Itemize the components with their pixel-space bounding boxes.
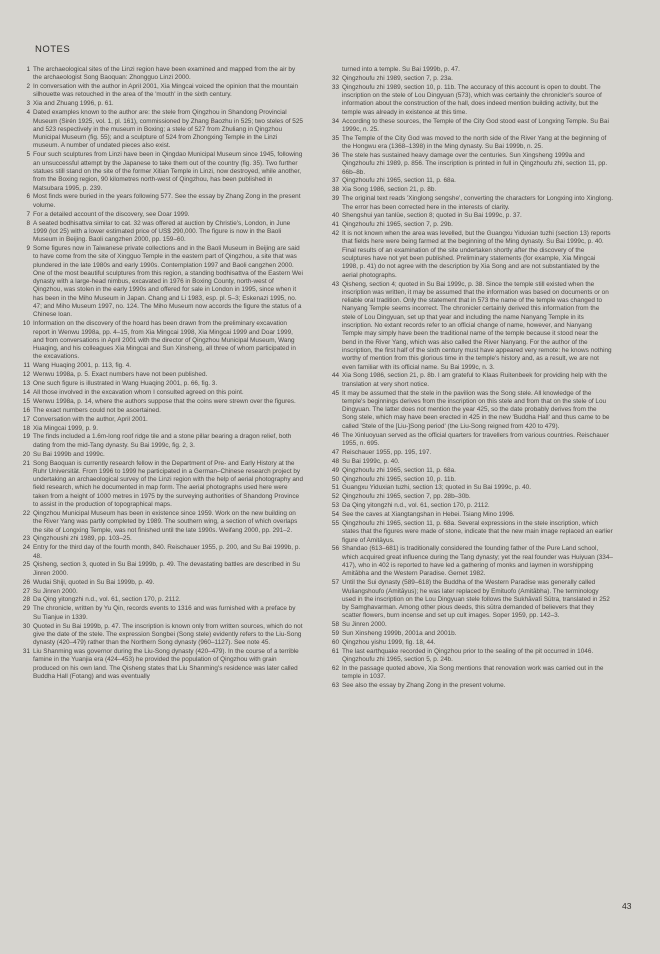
footnote [323, 152, 613, 177]
footnote [323, 484, 613, 492]
footnote-text: Su Bai 1999c, p. 40. [342, 457, 400, 465]
footnote-text: One such figure is illustrated in Wang Huaqing 2001, p. 66, fig. 3. [33, 380, 218, 388]
footnote-number: 28 [22, 596, 30, 604]
footnote-number: 17 [22, 415, 30, 423]
footnote-text: Wenwu 1998a, p. 14, where the authors suppose that the coins were strewn over the figures. [33, 397, 296, 405]
footnote-number: 37 [331, 177, 339, 185]
footnote-text: Qingzhoufu zhi 1965, section 7, p. 29b. [342, 221, 453, 229]
footnote-number: 44 [331, 372, 339, 380]
footnote-text: See also the essay by Zhang Zong in the present volume. [342, 682, 506, 690]
footnote-number: 9 [26, 244, 30, 252]
footnote-text: The original text reads 'Xinglong sengshe', converting the characters for Longxing into Xinglong. The error has been corrected here in the interests of clarity. [342, 195, 614, 211]
footnote-number: 53 [331, 502, 339, 510]
footnote-number: 3 [26, 100, 30, 108]
footnote [14, 83, 304, 100]
footnote [323, 458, 613, 466]
notes-column-left [14, 66, 304, 682]
footnote-number: 1 [26, 66, 30, 73]
footnote [323, 648, 613, 665]
footnote-text: Guangxu Yiduxian tuzhi, section 13; quoted in Su Bai 1999c, p. 40. [342, 484, 532, 492]
footnote-text: Song Baoquan is currently research fellow in the Department of Pre- and Early History at the Ruhr Universität. From 1996 to 1999 he participated in a German–Chinese research project by undertaking an archaeological survey of the Linzi region with the help of aerial photography and field research, which he documented in map form. The aerial photographs used here were taken from a height of 1000 metres in 1975 by the surveying authorities of Shandong Province to assist in the production of topographical maps. [33, 459, 304, 509]
footnote-text: Reischauer 1955, pp. 195, 197. [342, 448, 432, 456]
footnote-number: 18 [22, 424, 30, 432]
footnote-number: 10 [22, 320, 30, 328]
footnote [323, 621, 613, 629]
footnote-text: Entry for the third day of the fourth month, 840. Reischauer 1955, p. 200, and Su Bai 1999b, p. 48. [33, 544, 301, 560]
footnote [14, 648, 304, 681]
footnote [323, 545, 613, 578]
footnote-text: Qingzhoufu zhi 1965, section 11, p. 68a. [342, 177, 456, 185]
footnote-number: 46 [331, 431, 339, 439]
footnote-text: The archaeological sites of the Linzi region have been examined and mapped from the air by the archaeologist Song Baoquan: Zhongguo Linzi 2000. [33, 66, 296, 82]
footnote [14, 588, 304, 596]
footnote-text: The Xinluoyuan served as the official quarters for travellers from various countries. Reischauer 1955, n. 695. [342, 431, 609, 447]
footnote-number: 14 [22, 389, 30, 396]
footnote [14, 579, 304, 587]
footnote-number: 7 [26, 210, 30, 218]
footnote-number: 27 [22, 587, 30, 595]
footnote [14, 535, 304, 543]
notes-column-right [323, 66, 613, 691]
footnote-number: 51 [331, 484, 339, 492]
footnote [14, 389, 304, 397]
footnote-number: 13 [22, 380, 30, 388]
footnote-number: 57 [331, 579, 339, 587]
footnote [323, 281, 613, 372]
footnote [323, 118, 613, 135]
footnote [323, 432, 613, 449]
footnote [323, 630, 613, 638]
footnote [323, 493, 613, 501]
footnote-number: 24 [22, 544, 30, 552]
footnote-text: Qingzhoufu zhi 1965, section 11, p. 68a. Several expressions in the stele inscription, which states that the figures were made of stone, indicate that the new main image replaced an earlier figure of Amitāyus. [342, 519, 613, 544]
footnote-number: 26 [22, 578, 30, 586]
footnote-text: Qisheng, section 4; quoted in Su Bai 1999c, p. 38. Since the temple still existed when the inscription was written, it may be assumed that the information was based on documents or on reliable oral tradition. Only the statement that in 573 the name of the temple was changed to Nanyang Temple seems incorrect. The chronicler certainly derived this information from the stele of Lou Dingyuan, set up that year and including the name Nanyang Temple in its inscription. No extant records refer to an official change of name, however, and Nanyang Temple may simply have been the traditional name of the temple because it stood near the bend in the River Yang, which was also called the River Nanyang. For the author of the inscription, the first half of the sixth century must have appeared very remote: he knows nothing worthy of mention from this glorious time in the temple's history and, as a result, we are not even familiar with its official name. Su Bai 1999c, n. 3. [342, 280, 612, 371]
footnote-text: The last earthquake recorded in Qingzhou prior to the sealing of the pit occurred in 1046. Qingzhoufu zhi 1965, section 5, p. 24b. [342, 648, 594, 664]
footnote [14, 398, 304, 406]
page-heading: NOTES [35, 44, 71, 55]
footnote-text: Shandao (613–681) is traditionally considered the founding father of the Pure Land school, which acquired great influence during the Tang dynasty; yet the real founder was Huiyuan (334–417), who in 402 is reported to have led a gathering of monks and laymen in worshipping Amitābha and the Western Paradise. Gernet 1982. [342, 545, 613, 578]
footnote [14, 425, 304, 433]
footnote-text: The Temple of the City God was moved to the north side of the River Yang at the beginning of the Hongwu era (1368–1398) in the Ming dynasty. Su Bai 1999b, n. 25. [342, 134, 607, 151]
footnote-number: 39 [331, 195, 339, 203]
footnote-text: Most finds were buried in the years following 577. See the essay by Zhang Zong in the present volume. [33, 193, 301, 209]
footnote [323, 682, 613, 690]
footnote [14, 544, 304, 561]
footnote-number: 45 [331, 389, 339, 397]
footnote [14, 380, 304, 388]
footnote-number: 50 [331, 475, 339, 483]
footnote-text: Da Qing yitongzhi n.d., vol. 61, section 170, p. 2112. [342, 502, 490, 510]
footnote [323, 221, 613, 229]
footnote-number: 52 [331, 493, 339, 501]
footnote-text: Qingzhoushi zhi 1989, pp. 103–25. [33, 535, 132, 543]
footnote [14, 433, 304, 450]
footnote-number: 42 [331, 230, 339, 238]
footnote-text: Qingzhoufu zhi 1965, section 11, p. 68a. [342, 466, 456, 474]
footnote-number: 49 [331, 466, 339, 474]
footnote-text: Liu Shanming was governor during the Liu-Song dynasty (420–479). In the course of a terrible famine in the Yuanjia era (424–453) he provided the population of Qingzhou with grain produced on his own land. The Qisheng states that Liu Shanming's residence was later called Buddha Hall (Fotang) and was eventually [33, 648, 299, 680]
footnote [323, 520, 613, 545]
footnote [14, 407, 304, 415]
footnote-number: 6 [26, 193, 30, 201]
footnote-text: Wenwu 1998a, p. 5. Exact numbers have not been published. [33, 371, 208, 379]
footnote-number: 8 [26, 219, 30, 227]
footnote-text: Qingzhoufu zhi 1965, section 7, pp. 28b–30b. [342, 493, 471, 501]
footnote-number: 16 [22, 406, 30, 414]
footnote [14, 362, 304, 370]
footnote-text: Qingzhou Municipal Museum has been in existence since 1959. Work on the new building on the River Yang was partly completed by 1989. The southern wing, a section of which overlaps the site of Longxing Temple, was not finished until the late 1990s. Weifang 2000, pp. 291–2. [33, 509, 298, 534]
footnote-number: 33 [331, 83, 339, 91]
footnote [14, 220, 304, 245]
footnote [14, 451, 304, 459]
footnote-number: 19 [22, 433, 30, 441]
footnote [323, 579, 613, 620]
footnote-number: 54 [331, 511, 339, 519]
footnote [323, 511, 613, 519]
footnote-text: Wang Huaqing 2001, p. 113, fig. 4. [33, 362, 132, 370]
footnote [323, 502, 613, 510]
footnote [323, 135, 613, 152]
footnote-text: Dated examples known to the author are: the stele from Qingzhou in Shandong Provincial Museum (Sirén 1925, vol. 1, pl. 161), commissioned by Zhang Baozhu in 525; two steles of 525 and 523 respectively in the museum in Boxing; a stele of 527 from Zhuliang in Qingzhou Municipal Museum (fig. 55); and a sculpture of 524 from Zhongxing Temple in the Linzi museum. A number of undated pieces also exist. [33, 109, 303, 150]
footnote-text: Xia and Zhuang 1996, p. 61. [33, 100, 114, 108]
footnote [14, 371, 304, 379]
footnote [14, 66, 304, 83]
footnote [14, 100, 304, 108]
footnote [323, 665, 613, 682]
footnote-text: All those involved in the excavation whom I consulted agreed on this point. [33, 389, 244, 396]
footnote [14, 245, 304, 320]
footnote-number: 41 [331, 221, 339, 229]
footnote [323, 449, 613, 457]
footnote [323, 212, 613, 220]
footnote-text: Quoted in Su Bai 1999b, p. 47. The inscription is known only from written sources, which do not give the date of the stele. The expression Songbei (Song stele) evidently refers to the Liu-Song dynasty (420–479) rather than the Northern Song dynasty (960–1127). See note 45. [33, 622, 303, 647]
footnote-number: 48 [331, 457, 339, 465]
footnote [14, 320, 304, 361]
footnote-number: 20 [22, 450, 30, 458]
footnote-number: 43 [331, 280, 339, 288]
footnote-text: Until the Sui dynasty (589–618) the Buddha of the Western Paradise was generally called Wuliangshoufo (Amitāyus); he was later replaced by Emituofo (Amitābha). The terminology used in the inscription on the Lou Dingyuan stele follows the Sukhāvatī Sūtra, translated in 252 by Samghavarman. Among other pious deeds, this sūtra demanded of believers that they scatter flowers, burn incense and set up cult images. Soper 1959, pp. 142–3. [342, 579, 610, 620]
footnote-number: 35 [331, 134, 339, 142]
footnote-text: Xia Mingcai 1999, p. 9. [33, 424, 99, 432]
footnote-number: 30 [22, 622, 30, 630]
footnote [14, 596, 304, 604]
footnote-text: The finds included a 1.6m-long roof ridge tile and a stone pillar bearing a dragon relief, both dating from the mid-Tang dynasty. Su Bai 1999c, fig. 2, 3. [33, 433, 292, 449]
footnote [14, 510, 304, 535]
footnote-number: 5 [26, 151, 30, 159]
footnote [14, 561, 304, 578]
footnote-number: 61 [331, 648, 339, 655]
footnote-number: 56 [331, 545, 339, 553]
footnote-number: 25 [22, 561, 30, 569]
footnote-number: 40 [331, 212, 339, 220]
footnote [323, 390, 613, 431]
footnote-text: It is not known when the area was levelled, but the Guangxu Yiduxian tuzhi (section 13) reports that fields here were being farmed at the beginning of the Ming dynasty. Su Bai 1999c, p. 40. Final results of an examination of the site undertaken shortly after the discovery of the sculptures have not yet been published. Preliminary statements (for example, Xia Mingcai 1998, p. 41) do not agree with the description by Xia Song and are not substantiated by the aerial photographs. [342, 230, 611, 279]
footnote-text: Qisheng, section 3, quoted in Su Bai 1999b, p. 49. The devastating battles are described in Su Jinren 2000. [33, 561, 301, 577]
footnote [323, 186, 613, 194]
footnote-number: 55 [331, 519, 339, 527]
footnote [14, 605, 304, 622]
footnote-text: Qingzhoufu zhi 1965, section 10, p. 11b. [342, 475, 456, 483]
footnote-text: Su Bai 1999b and 1999c. [33, 450, 105, 458]
footnote-text: Da Qing yitongzhi n.d., vol. 61, section 170, p. 2112. [33, 596, 181, 604]
footnote-number: 63 [331, 682, 339, 690]
footnote-number: 11 [23, 362, 30, 370]
footnote-text: Qingzhoufu zhi 1989, section 10, p. 11b. The accuracy of this account is open to doubt. The inscription on the stele of Lou Dingyuan (573), which was certainly the chronicler's source of information about the construction of the hall, does indeed mention building activity, but the temple was already in existence at this time. [342, 83, 602, 116]
footnote-number: 60 [331, 639, 339, 647]
footnote [14, 109, 304, 150]
footnote-number: 62 [331, 665, 339, 673]
footnote [323, 372, 613, 389]
footnote-text: Wudai Shiji, quoted in Su Bai 1999b, p. 49. [33, 578, 155, 586]
footnote [323, 177, 613, 185]
footnote-number: 58 [331, 621, 339, 629]
footnote-number: 12 [22, 371, 30, 379]
footnote-text: In the passage quoted above, Xia Song mentions that renovation work was carried out in the temple in 1037. [342, 665, 604, 681]
footnote-text: Shengshui yan tanlüe, section 8; quoted in Su Bai 1999c, p. 37. [342, 212, 522, 220]
footnote [323, 195, 613, 212]
footnote-number: 47 [331, 448, 339, 456]
footnote-text: Some figures now in Taiwanese private collections and in the Baoli Museum in Beijing are said to have come from the site of Xingguo Temple in the eastern part of Qingzhou, a site that was plundered in the late 1980s and early 1990s. Contemplation 1997 and Baoli cangzhen 2000. One of the most beautiful sculptures from this region, a standing bodhisattva of the Eastern Wei dynasty with a large-head nimbus, excavated in 1976 in Boxing County, north-west of Qingzhou, was stolen in the early 1990s and offered for sale in London in 1995, since when it has been in the Miho Museum in Japan. Chang and Li 1983, esp. pl. 5–3; Eskenazi 1995, no. 47; and Miho Museum 1997, no. 124. The Miho Museum now accords the figure the status of a Chinese loan. [33, 244, 303, 319]
footnote-number: 38 [331, 186, 339, 194]
footnote-text: The exact numbers could not be ascertained. [33, 406, 161, 414]
footnote-number: 21 [22, 459, 30, 467]
page-number: 43 [622, 901, 632, 911]
footnote [323, 476, 613, 484]
footnote-number: 29 [22, 605, 30, 613]
footnote-number: 36 [331, 151, 339, 159]
footnote-number: 2 [26, 83, 30, 91]
footnote [323, 467, 613, 475]
footnote [323, 66, 613, 74]
footnote [14, 211, 304, 219]
footnote [323, 230, 613, 280]
footnote-text: It may be assumed that the stele in the pavilion was the Song stele. All knowledge of the temple's beginnings derives from the inscription on this stele and from that on the stele of Lou Dingyuan. The latter does not mention the year 425, so the date probably derives from the Song stele, which may have been erected in 425 in the new 'Buddha Hall' and thus came to be called 'Stele of the [Liu-]Song period' (the Liu-Song reigned from 420 to 479). [342, 389, 610, 430]
footnote-number: 59 [331, 630, 339, 638]
footnote-text: According to these sources, the Temple of the City God stood east of Longxing Temple. Su Bai 1999c, n. 25. [342, 117, 609, 133]
footnote-text: Xia Song 1986, section 21, p. 8b. [342, 186, 437, 194]
footnote-number: 31 [22, 648, 30, 655]
footnote-text: Su Jinren 2000. [33, 587, 78, 595]
footnote [14, 416, 304, 424]
footnote-text: Su Jinren 2000. [342, 621, 387, 629]
footnote-number: 34 [331, 117, 339, 125]
footnote-number: 4 [26, 109, 30, 117]
footnote-text: A seated bodhisattva similar to cat. 32 was offered at auction by Christie's, London, in June 1999 (lot 25) with a lower estimated price of US$ 290,000. The figure is now in the Baoli Museum in Beijing. Baoli cangzhen 2000, pp. 159–60. [33, 219, 291, 244]
footnote-number: 22 [22, 509, 30, 517]
footnote [14, 151, 304, 192]
footnote [323, 639, 613, 647]
footnote-number: 15 [22, 397, 30, 405]
footnote-text: For a detailed account of the discovery, see Doar 1999. [33, 210, 190, 218]
footnote [323, 75, 613, 83]
footnote-number: 32 [331, 74, 339, 82]
footnote-text: Conversation with the author, April 2001. [33, 415, 148, 423]
footnote-text: In conversation with the author in April 2001, Xia Mingcai voiced the opinion that the mountain silhouette was retouched in the area of the 'mouth' in the sixth century. [33, 83, 299, 99]
footnote [14, 623, 304, 648]
footnote-text: The stele has sustained heavy damage over the centuries. Sun Xingsheng 1999a and Qingzhoufu zhi 1989, p. 856. The inscription is printed in full in Qingzhoufu zhi, section 11, pp. 66b–8b. [342, 151, 608, 176]
footnote [323, 84, 613, 117]
footnote-text: Four such sculptures from Linzi have been in Qingdao Municipal Museum since 1945, following an unsuccessful attempt by the Japanese to take them out of the country (fig. 35). Two further statues still stand on the site of the former Xitian Temple in Linzi, now destroyed, while another, from the Boxing region, 90 kilometres north-west of Qingzhou, has been published in Matsubara 1995, p. 239. [33, 151, 303, 192]
footnote [14, 460, 304, 510]
footnote-text: Qingzhou yishu 1999, fig. 18, 44. [342, 639, 436, 647]
footnote-text: turned into a temple. Su Bai 1999b, p. 47. [342, 66, 460, 73]
footnote [14, 193, 304, 210]
footnote-text: Xia Song 1986, section 21, p. 8b. I am grateful to Klaas Ruitenbeek for providing help with the translation at very short notice. [342, 372, 608, 388]
footnote-number: 23 [22, 535, 30, 543]
footnote-text: See the caves at Xiangtangshan in Hebei. Tsiang Mino 1996. [342, 511, 515, 519]
footnote-text: Information on the discovery of the hoard has been drawn from the preliminary excavation report in Wenwu 1998a, pp. 4–15, from Xia Mingcai 1998, Xia Mingcai 1999 and Doar 1999, and from conversations in April 2001 with the director of Qingzhou Municipal Museum, Wang Huaqing, and his colleagues Xia Mingcai and Sun Xinsheng, all three of whom participated in the excavations. [33, 320, 296, 361]
footnote-text: Sun Xinsheng 1999b, 2001a and 2001b. [342, 630, 457, 638]
footnote-text: Qingzhoufu zhi 1989, section 7, p. 23a. [342, 74, 453, 82]
footnote-text: The chronicle, written by Yu Qin, records events to 1316 and was furnished with a preface by Su Tianjue in 1339. [33, 605, 296, 621]
